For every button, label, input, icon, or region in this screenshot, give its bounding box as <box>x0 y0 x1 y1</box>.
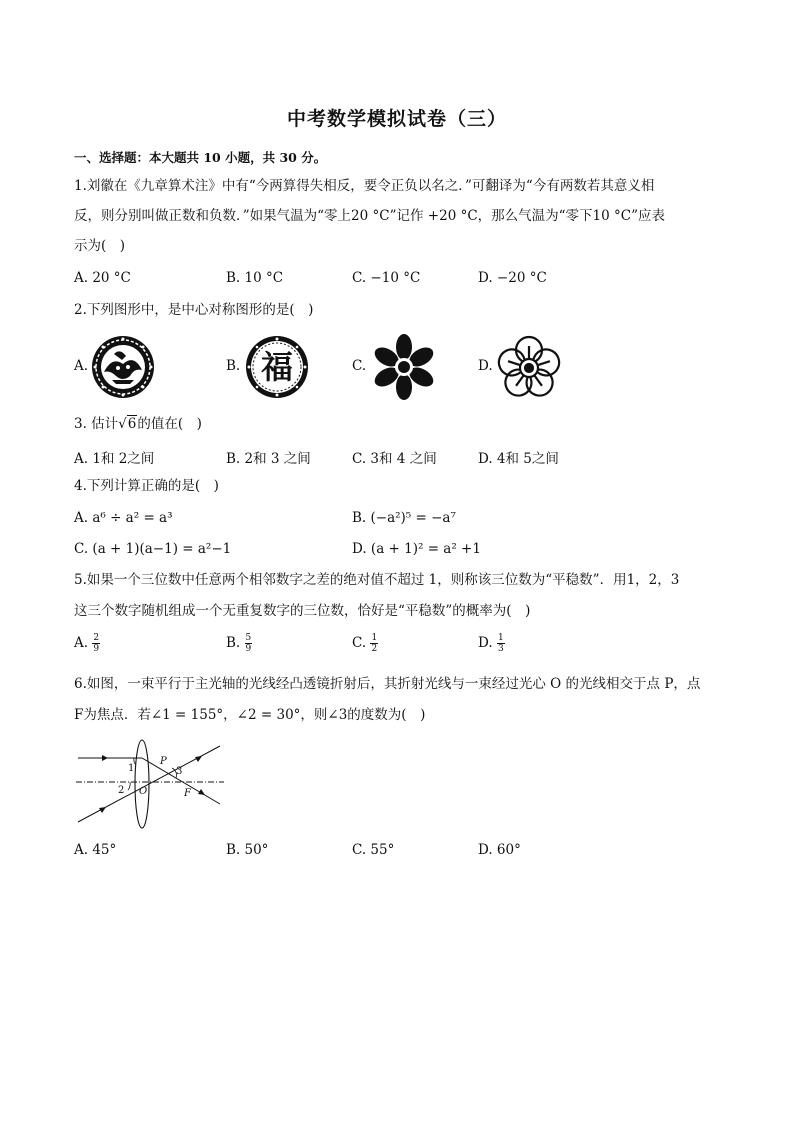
q1-line1: 1.刘徽在《九章算术注》中有“今两算得失相反，要令正负以名之．”可翻译为“今有两数若其意义相 <box>74 178 655 194</box>
numerator: 1 <box>497 633 504 643</box>
denominator: 9 <box>93 644 100 654</box>
lens-optics-figure <box>72 738 228 830</box>
fu-character: 福 <box>260 348 294 386</box>
q3-option-b[interactable]: B. 2和 3 之间 <box>226 451 311 467</box>
q2-label-b[interactable]: B. <box>226 358 241 374</box>
q1-option-c[interactable]: C. −10 °C <box>352 270 421 286</box>
six-petal-flower-icon <box>368 332 440 402</box>
q6-line1: 6.如图，一束平行于主光轴的光线经凸透镜折射后，其折射光线与一束经过光心 O 的光线相交于点 P，点 <box>74 676 701 692</box>
q5-option-c-label: C. <box>352 635 367 651</box>
q5-option-a[interactable] <box>74 633 100 654</box>
q3-option-d[interactable]: D. 4和 5之间 <box>478 451 559 467</box>
q6-option-b[interactable]: B. 50° <box>226 842 269 858</box>
page-title: 中考数学模拟试卷（三） <box>286 108 507 130</box>
five-petal-flower-icon <box>494 332 564 402</box>
q1-line2: 反，则分别叫做正数和负数．”如果气温为“零上20 °C”记作 +20 °C，那么气温为“零下10 °C”应表 <box>74 208 666 224</box>
q2-figure-a[interactable] <box>90 334 156 400</box>
q2-label-c[interactable]: C. <box>352 358 367 374</box>
q6-option-a[interactable]: A. 45° <box>74 842 117 858</box>
q5-option-d-label: D. <box>478 635 493 651</box>
q2-label-d[interactable]: D. <box>478 358 493 374</box>
angle-2-label: 2 <box>118 785 125 796</box>
q5-line1: 5.如果一个三位数中任意两个相邻数字之差的绝对值不超过 1，则称该三位数为“平稳数”．用1，2，3 <box>74 572 680 588</box>
denominator: 3 <box>497 644 504 654</box>
q4-option-c[interactable]: C. (a + 1)(a−1) = a²−1 <box>74 541 232 557</box>
q2-figure-b[interactable] <box>244 334 310 400</box>
denominator: 9 <box>245 644 252 654</box>
papercut-bird-medallion-icon <box>90 334 156 400</box>
q6-option-d[interactable]: D. 60° <box>478 842 521 858</box>
q1-option-a[interactable]: A. 20 °C <box>74 270 131 286</box>
angle-1-label: 1 <box>128 763 135 774</box>
q3-stem-post: 的值在( ) <box>137 416 202 432</box>
section-heading: 一、选择题：本大题共 10 小题，共 30 分。 <box>74 150 327 165</box>
sqrt-radicand: 6 <box>127 416 137 432</box>
q5-option-d[interactable] <box>478 633 505 654</box>
q3-stem <box>74 410 202 439</box>
q4-option-b[interactable]: B. (−a²)⁵ = −a⁷ <box>352 510 456 526</box>
fraction <box>370 633 378 654</box>
convex-lens-diagram <box>72 738 228 830</box>
q1-option-d[interactable]: D. −20 °C <box>478 270 547 286</box>
q4-option-a[interactable]: A. a⁶ ÷ a² = a³ <box>74 510 173 526</box>
q4-option-d[interactable]: D. (a + 1)² = a² +1 <box>352 541 481 557</box>
fu-character-medallion-icon <box>244 334 310 400</box>
q2-stem: 2.下列图形中，是中心对称图形的是( ) <box>74 302 314 318</box>
point-p-label: P <box>160 756 167 767</box>
q1-line3: 示为( ) <box>74 238 126 254</box>
numerator: 2 <box>93 633 100 643</box>
q1-option-b[interactable]: B. 10 °C <box>226 270 284 286</box>
numerator: 1 <box>371 633 378 643</box>
q4-stem: 4.下列计算正确的是( ) <box>74 478 219 494</box>
denominator: 2 <box>371 644 378 654</box>
q3-option-c[interactable]: C. 3和 4 之间 <box>352 451 437 467</box>
q2-label-a[interactable]: A. <box>74 358 89 374</box>
convex-lens <box>135 740 149 828</box>
q6-option-c[interactable]: C. 55° <box>352 842 395 858</box>
q5-option-b[interactable] <box>226 633 252 654</box>
q2-figure-c[interactable] <box>368 332 440 402</box>
q5-option-c[interactable] <box>352 633 378 654</box>
point-o-label: O <box>139 786 148 797</box>
q5-line2: 这三个数字随机组成一个无重复数字的三位数，恰好是“平稳数”的概率为( ) <box>74 603 531 619</box>
q3-stem-pre: 3. 估计 <box>74 416 119 432</box>
point-f-label: F <box>184 788 191 799</box>
sqrt-symbol: √6 <box>118 416 137 432</box>
q3-option-a[interactable]: A. 1和 2之间 <box>74 451 155 467</box>
q5-option-a-label: A. <box>74 635 89 651</box>
fraction <box>497 633 505 654</box>
q6-line2: F为焦点．若∠1 = 155°，∠2 = 30°，则∠3的度数为( ) <box>74 707 426 723</box>
angle-3-label: 3 <box>176 766 183 777</box>
q5-option-b-label: B. <box>226 635 241 651</box>
q2-figure-d[interactable] <box>494 332 564 402</box>
fraction <box>92 633 100 654</box>
numerator: 5 <box>245 633 252 643</box>
fraction <box>245 633 253 654</box>
